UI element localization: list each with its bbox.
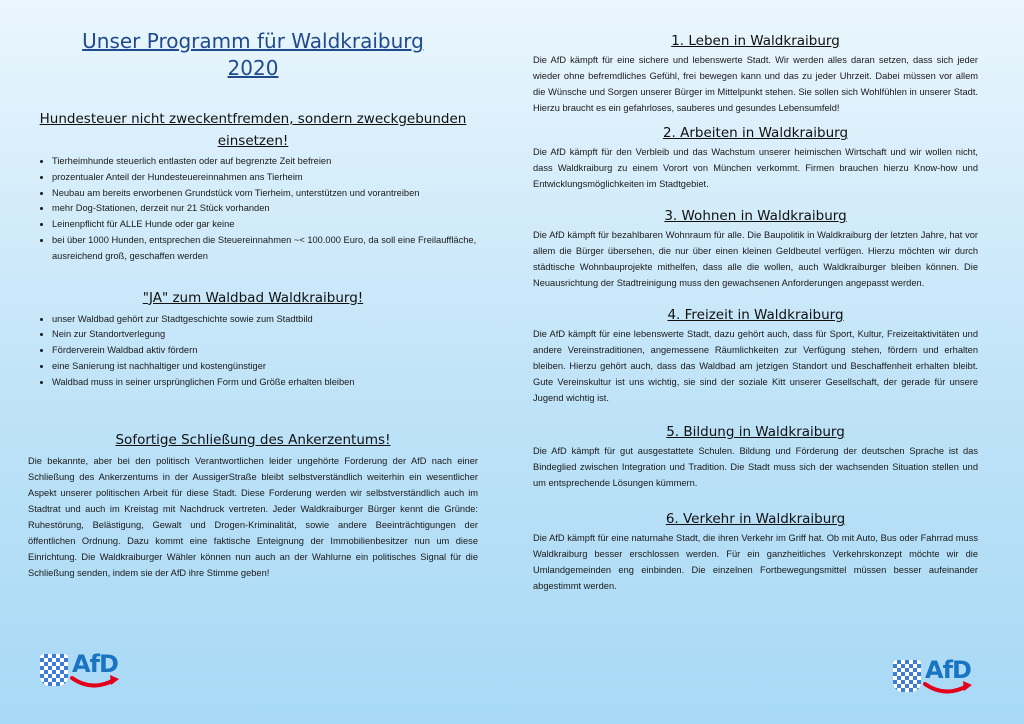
list-item: • mehr Dog-Stationen, derzeit nur 21 Stück vorhanden bbox=[52, 201, 478, 217]
left-column bbox=[28, 0, 478, 581]
section-text: Die AfD kämpft für eine sichere und lebenswerte Stadt. Wir werden alles daran setzen, dass sich jeder wieder ohne befremdliches Gefühl, frei bewegen kann und das zu jeder Uhrzeit. Dabei müssen vor allem die Wünsche und Sorgen unserer Bürger im Mittelpunkt stehen. Sie sollen sich Wohlfühlen in unserer Stadt. Hierzu braucht es ein gefahrloses, sauberes und gesundes Lebensumfeld! bbox=[533, 55, 978, 113]
section-text: Die AfD kämpft für den Verbleib und das Wachstum unserer heimischen Wirtschaft und wir wollen nicht, dass Waldkraiburg zu einem Vorort von München verkommt. Firmen brauchen hierzu Know-how und Entwicklungsmöglichkeiten im Stadtgebiet. bbox=[533, 147, 978, 189]
logo-arrow-icon bbox=[70, 674, 120, 690]
section-heading: 4. Freizeit in Waldkraiburg bbox=[667, 307, 844, 323]
list-item: • unser Waldbad gehört zur Stadtgeschichte sowie zum Stadtbild bbox=[52, 312, 478, 328]
section-leben bbox=[533, 30, 978, 116]
section-text: Die AfD kämpft für gut ausgestattete Schulen. Bildung und Förderung der deutschen Sprache ist das Bindeglied zwischen Integration und Tradition. Die Stadt muss sich der wachsenden Situation stellen und um entsprechende Lösungen kümmern. bbox=[533, 446, 978, 488]
section-heading: 3. Wohnen in Waldkraiburg bbox=[664, 208, 847, 224]
heading-line2: einsetzen! bbox=[217, 133, 289, 149]
list-item: • prozentualer Anteil der Hundesteuereinnahmen ans Tierheim bbox=[52, 170, 478, 186]
section-heading: 5. Bildung in Waldkraiburg bbox=[666, 424, 845, 440]
section-text: Die AfD kämpft für bezahlbaren Wohnraum für alle. Die Baupolitik in Waldkraiburg der letzten Jahre, hat vor allem die Bürger übersehen, die nur über einen kleinen Geldbeutel verfügen. Hierzu möchten wir durch städtische Wohnbauprojekte mithelfen, dass alle die wollen, auch Waldkraiburger bleiben können. Die Neuausrichtung der Stadtreinigung muss den gewachsenen Anforderungen angepasst werden. bbox=[533, 230, 978, 288]
bavarian-flag-icon bbox=[893, 660, 921, 692]
logo-text: AfD bbox=[925, 656, 971, 684]
list-item: • Neubau am bereits erworbenen Grundstück vom Tierheim, unterstützen und vorantreiben bbox=[52, 186, 478, 202]
section-arbeiten bbox=[533, 122, 978, 192]
afd-logo-left bbox=[40, 648, 132, 694]
section-text: Die AfD kämpft für eine lebenswerte Stadt, dazu gehört auch, dass für Sport, Kultur, Freizeitaktivitäten und andere Vereinstraditionen, angemessene Räumlichkeiten zur Verfügung stehen, fördern und erhalten bleiben. Hierzu gehört auch, dass das Waldbad am jetzigen Standort und Beschaffenheit erhalten bleibt. Gute Vereinskultur ist uns wichtig, sie sind der soziale Kitt unserer Gesellschaft, der gerade für unsere Jugend wichtig ist. bbox=[533, 329, 978, 403]
section-hundesteuer bbox=[28, 108, 478, 265]
waldbad-list bbox=[28, 312, 478, 391]
section-freizeit bbox=[533, 304, 978, 406]
section-heading bbox=[28, 108, 478, 152]
page-title bbox=[28, 28, 478, 82]
page-title-line1: Unser Programm für Waldkraiburg bbox=[82, 29, 424, 53]
section-ankerzentrum bbox=[28, 429, 478, 581]
list-item: • Waldbad muss in seiner ursprünglichen Form und Größe erhalten bleiben bbox=[52, 375, 478, 391]
list-item: • bei über 1000 Hunden, entsprechen die Steuereinnahmen ~< 100.000 Euro, da soll eine Freilauffläche, ausreichend groß, geschaffen werden bbox=[52, 233, 478, 265]
list-item: • Tierheimhunde steuerlich entlasten oder auf begrenzte Zeit befreien bbox=[52, 154, 478, 170]
section-heading: 2. Arbeiten in Waldkraiburg bbox=[662, 125, 849, 141]
list-item: • eine Sanierung ist nachhaltiger und kostengünstiger bbox=[52, 359, 478, 375]
hundesteuer-list bbox=[28, 154, 478, 265]
list-item: • Förderverein Waldbad aktiv fördern bbox=[52, 343, 478, 359]
right-column bbox=[533, 30, 978, 594]
section-bildung bbox=[533, 421, 978, 491]
list-item: • Leinenpflicht für ALLE Hunde oder gar keine bbox=[52, 217, 478, 233]
section-text: Die AfD kämpft für eine naturnahe Stadt, die ihren Verkehr im Griff hat. Ob mit Auto, Bus oder Fahrrad muss Waldkraiburg besser erschlossen werden. Für ein ganzheitliches Verkehrskonzept möchte wir die Umlandgemeinden eng einbinden. Die einzelnen Fortbewegungsmittel müssen besser aufeinander abgestimmt werden. bbox=[533, 533, 978, 591]
section-heading: Sofortige Schließung des Ankerzentums! bbox=[115, 431, 391, 448]
afd-logo-right bbox=[893, 654, 985, 700]
page-title-line2: 2020 bbox=[227, 56, 279, 80]
logo-arrow-icon bbox=[923, 680, 973, 696]
section-verkehr bbox=[533, 508, 978, 594]
section-heading: 6. Verkehr in Waldkraiburg bbox=[665, 511, 846, 527]
section-heading: 1. Leben in Waldkraiburg bbox=[671, 33, 840, 49]
logo-text: AfD bbox=[72, 650, 118, 678]
section-heading: "JA" zum Waldbad Waldkraiburg! bbox=[142, 289, 364, 306]
section-waldbad bbox=[28, 287, 478, 391]
bavarian-flag-icon bbox=[40, 654, 68, 686]
section-text: Die bekannte, aber bei den politisch Verantwortlichen leider ungehörte Forderung der AfD nach einer Schließung des Ankerzentums in der AussigerStraße bleibt selbstverständlich weiterhin ein wesentlicher Aspekt unserer politischen Arbeit für diese Stadt. Diese Forderung werden wir selbstverständlich auch im Stadtrat und auch im Kreistag mit Nachdruck vertreten. Jeder Waldkraiburger Bürger kennt die Gründe: Ruhestörung, Belästigung, Gewalt und Drogen-Kriminalität, sowie andere Beeinträchtigungen der öffentlichen Ordnung. Dazu kommt eine faktische Enteignung der Immobilienbesitzer nun um diese Einrichtung. Die Waldkraiburger Wähler können nun auch an der Wahlurne ein politisches Signal für die Schließung senden, indem sie der AfD ihre Stimme geben! bbox=[28, 455, 478, 578]
heading-line1: Hundesteuer nicht zweckentfremden, sondern zweckgebunden bbox=[39, 111, 467, 127]
section-wohnen bbox=[533, 205, 978, 291]
list-item: • Nein zur Standortverlegung bbox=[52, 327, 478, 343]
